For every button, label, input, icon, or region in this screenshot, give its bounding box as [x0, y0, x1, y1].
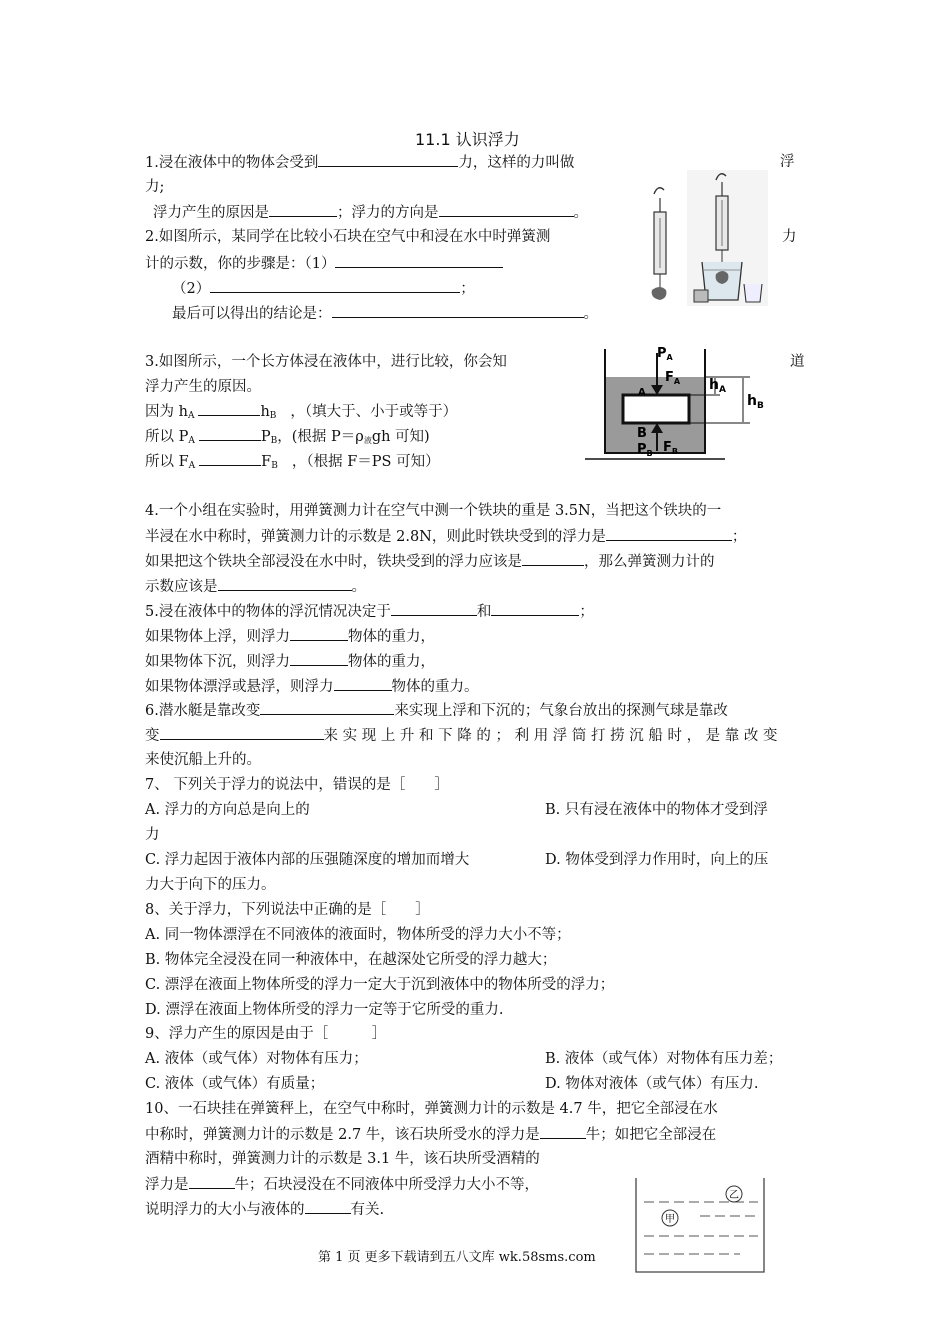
- q9-option-c[interactable]: C. 液体（或气体）有质量；: [145, 1076, 325, 1092]
- q1-line3: 浮力产生的原因是 ；浮力的方向是 。: [153, 202, 588, 223]
- pressure-block-figure: [585, 343, 775, 463]
- label-pb: $P_B$: [637, 442, 653, 458]
- q4-line2: 半浸在水中称时，弹簧测力计的示数是 2.8N，则此时铁块受到的浮力是 ；: [145, 526, 746, 547]
- q9-option-b[interactable]: B. 液体（或气体）对物体有压力差；: [545, 1051, 783, 1067]
- spring-scale-figure: [642, 170, 768, 306]
- answer-blank[interactable]: [540, 1124, 586, 1139]
- answer-blank[interactable]: [334, 676, 392, 691]
- q9-option-a[interactable]: A. 液体（或气体）对物体有压力；: [145, 1051, 368, 1067]
- answer-blank[interactable]: [439, 202, 574, 217]
- label-fb: $F_B$: [663, 440, 678, 456]
- q4-line1: 4.一个小组在实验时，用弹簧测力计在空气中测一个铁块的重是 3.5N，当把这个铁块的一: [145, 503, 722, 519]
- q4-line4: 示数应该是 。: [145, 576, 366, 597]
- q9-stem: 9、浮力产生的原因是由于［ ］: [145, 1026, 387, 1042]
- q6-line1: 6.潜水艇是靠改变 来实现上浮和下沉的；气象台放出的探测气球是靠改: [145, 700, 728, 721]
- q3-line2: 浮力产生的原因。: [145, 379, 261, 395]
- answer-blank[interactable]: [269, 202, 337, 217]
- q3-line3: 因为 $h_A$ $h_B$ ，（填大于、小于或等于）: [145, 401, 457, 426]
- answer-blank[interactable]: [491, 601, 579, 616]
- label-hb: $h_B$: [747, 393, 764, 411]
- q8-option-d[interactable]: D. 漂浮在液面上物体所受的浮力一定等于它所受的重力.: [145, 1002, 504, 1018]
- q8-option-c[interactable]: C. 漂浮在液面上物体所受的浮力一定大于沉到液体中的物体所受的浮力；: [145, 977, 615, 993]
- q1-line2: 力;: [145, 179, 165, 195]
- q8-option-b[interactable]: B. 物体完全浸没在同一种液体中，在越深处它所受的浮力越大；: [145, 952, 557, 968]
- q3-line4: 所以 $P_A$ $P_B$，(根据 $P=\rho_液gh$ 可知): [145, 426, 430, 451]
- answer-blank[interactable]: [606, 526, 732, 541]
- answer-blank[interactable]: [305, 1199, 351, 1214]
- q8-option-a[interactable]: A. 同一物体漂浮在不同液体的液面时，物体所受的浮力大小不等；: [145, 927, 571, 943]
- page-title: 11.1 认识浮力: [415, 130, 520, 149]
- q2-wrap-char: 力: [782, 229, 797, 245]
- q10-line4: 浮力是 牛；石块浸没在不同液体中所受浮力大小不等，: [145, 1174, 539, 1195]
- q7-option-b[interactable]: B. 只有浸在液体中的物体才受到浮: [545, 802, 768, 818]
- label-b: B: [637, 426, 647, 441]
- q6-line3: 来使沉船上升的。: [145, 752, 261, 768]
- q5-line4: 如果物体漂浮或悬浮，则浮力 物体的重力。: [145, 676, 479, 697]
- q10-line3: 酒精中称时，弹簧测力计的示数是 3.1 牛，该石块所受酒精的: [145, 1151, 540, 1167]
- q8-stem: 8、关于浮力，下列说法中正确的是［ ］: [145, 902, 430, 918]
- answer-blank[interactable]: [210, 278, 460, 293]
- answer-blank[interactable]: [189, 1174, 235, 1189]
- answer-blank[interactable]: [332, 303, 584, 318]
- answer-blank[interactable]: [199, 451, 261, 466]
- q7-option-b-wrap: 力: [145, 827, 160, 843]
- label-yi: 乙: [729, 1190, 739, 1201]
- page-footer: 第 1 页 更多下载请到五八文库 wk.58sms.com: [318, 1250, 596, 1265]
- q2-line4: 最后可以得出的结论是： 。: [172, 303, 598, 324]
- answer-blank[interactable]: [522, 551, 584, 566]
- q10-line1: 10、一石块挂在弹簧秤上，在空气中称时，弹簧测力计的示数是 4.7 牛，把它全部浸在水: [145, 1101, 718, 1117]
- q6-line2: 变 来 实 现 上 升 和 下 降 的 ； 利 用 浮 筒 打 捞 沉 船 时 ， 是 靠 改 变: [145, 725, 778, 746]
- label-jia: 甲: [665, 1214, 675, 1225]
- answer-blank[interactable]: [335, 253, 503, 268]
- q5-line3: 如果物体下沉，则浮力 物体的重力，: [145, 651, 435, 672]
- q10-line2: 中称时，弹簧测力计的示数是 2.7 牛，该石块所受水的浮力是 牛；如把它全部浸在: [145, 1124, 716, 1145]
- q7-option-d-wrap: 力大于向下的压力。: [145, 877, 276, 893]
- q7-stem: 7、 下列关于浮力的说法中，错误的是［ ］: [145, 777, 449, 793]
- answer-blank[interactable]: [290, 651, 348, 666]
- q3-wrap-char: 道: [790, 354, 805, 370]
- q10-line5: 说明浮力的大小与液体的 有关.: [145, 1199, 384, 1220]
- q2-line3: （2） ；: [172, 278, 475, 299]
- q1-wrap-char: 浮: [780, 154, 795, 170]
- q7-option-d[interactable]: D. 物体受到浮力作用时，向上的压: [545, 852, 769, 868]
- liquid-container-figure: [630, 1176, 770, 1276]
- label-fa: $F_A$: [665, 370, 681, 386]
- answer-blank[interactable]: [260, 700, 394, 715]
- q5-line1: 5.浸在液体中的物体的浮沉情况决定于 和 ；: [145, 601, 594, 622]
- answer-blank[interactable]: [160, 725, 324, 740]
- q9-option-d[interactable]: D. 物体对液体（或气体）有压力.: [545, 1076, 759, 1092]
- q3-line5: 所以 $F_A$ $F_B$ ，（根据 F＝PS 可知）: [145, 451, 440, 476]
- answer-blank[interactable]: [318, 152, 458, 167]
- label-ha: $h_A$: [709, 377, 726, 395]
- label-pa: $P_A$: [657, 346, 673, 362]
- q2-line2: 计的示数，你的步骤是：（1）: [145, 253, 503, 274]
- q2-line1: 2.如图所示，某同学在比较小石块在空气中和浸在水中时弹簧测: [145, 229, 551, 245]
- q1-line1: 1.浸在液体中的物体会受到 力，这样的力叫做: [145, 152, 574, 173]
- answer-blank[interactable]: [290, 626, 348, 641]
- answer-blank[interactable]: [218, 576, 352, 591]
- q7-option-c[interactable]: C. 浮力起因于液体内部的压强随深度的增加而增大: [145, 852, 470, 868]
- q5-line2: 如果物体上浮，则浮力 物体的重力，: [145, 626, 435, 647]
- answer-blank[interactable]: [198, 401, 260, 416]
- q7-option-a[interactable]: A. 浮力的方向总是向上的: [145, 802, 310, 818]
- answer-blank[interactable]: [391, 601, 477, 616]
- q3-line1: 3.如图所示，一个长方体浸在液体中，进行比较，你会知: [145, 354, 507, 370]
- label-a: A: [638, 387, 646, 398]
- q4-line3: 如果把这个铁块全部浸没在水中时，铁块受到的浮力应该是 ，那么弹簧测力计的: [145, 551, 715, 572]
- answer-blank[interactable]: [199, 426, 261, 441]
